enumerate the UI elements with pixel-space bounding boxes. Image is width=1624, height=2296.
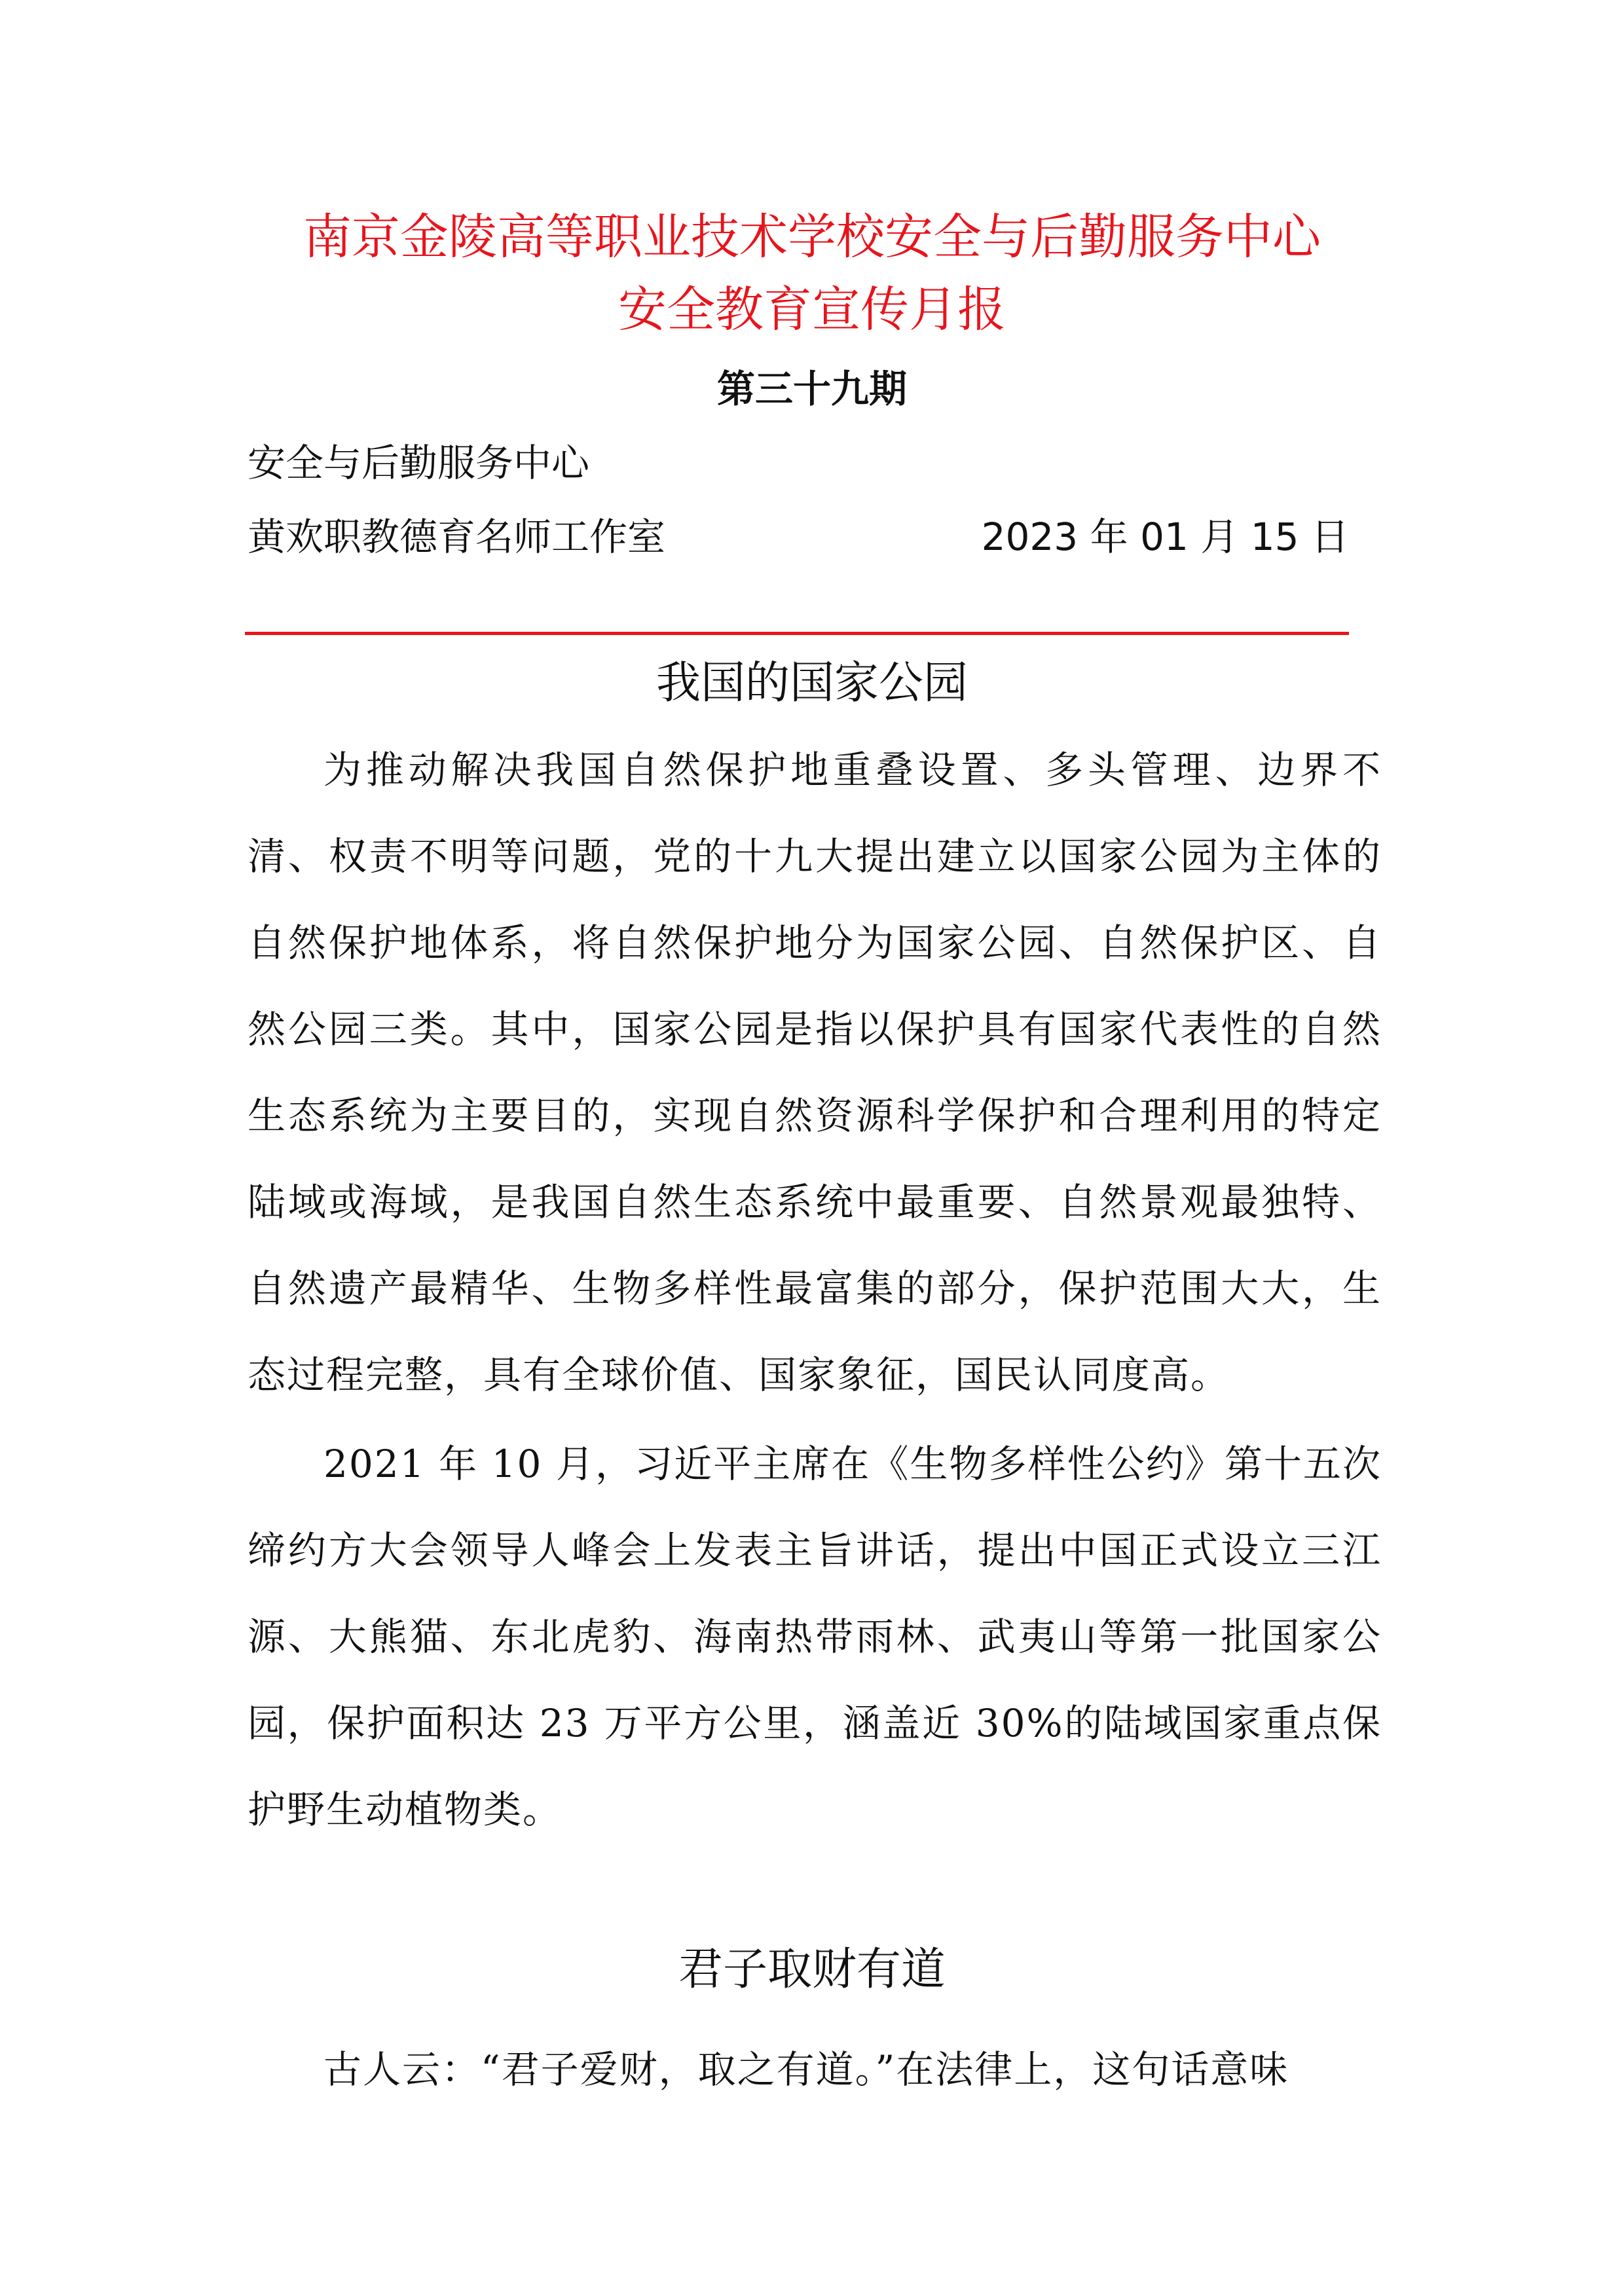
paragraph: 古人云：“君子爱财，取之有道。”在法律上，这句话意味 xyxy=(323,2047,1289,2092)
paragraph: 为推动解决我国自然保护地重叠设置、多头管理、边界不清、权责不明等问题，党的十九大提出建立以国家公园为主体的自然保护地体系，将自然保护地分为国家公园、自然保护区、自然公园三类。其中，国家公园是指以保护具有国家代表性的自然生态系统为主要目的，实现自然资源科学保护和合理利用的特定陆域或海域，是我国自然生态系统中最重要、自然景观最独特、自然遗产最精华、生物多样性最富集的部分，保护范围大大，生态过程完整，具有全球价值、国家象征，国民认同度高。 xyxy=(248,748,1382,1397)
issue-number: 第三十九期 xyxy=(716,367,907,411)
section-heading-national-parks: 我国的国家公园 xyxy=(655,657,968,709)
header-divider xyxy=(245,632,1349,635)
issuing-studio: 黄欢职教德育名师工作室 xyxy=(248,515,666,559)
issue-date: 2023 年 01 月 15 日 xyxy=(981,515,1349,559)
issuing-department: 安全与后勤服务中心 xyxy=(248,441,590,485)
masthead-title-line-2: 安全教育宣传月报 xyxy=(618,282,1006,338)
masthead-title-line-1: 南京金陵高等职业技术学校安全与后勤服务中心 xyxy=(303,209,1321,265)
section-heading-gentleman-wealth: 君子取财有道 xyxy=(678,1944,946,1995)
paragraph: 2021 年 10 月，习近平主席在《生物多样性公约》第十五次缔约方大会领导人峰会上发表主旨讲话，提出中国正式设立三江源、大熊猫、东北虎豹、海南热带雨林、武夷山等第一批国家公园，保护面积达 23 万平方公里，涵盖近 30%的陆域国家重点保护野生动植物类。 xyxy=(248,1442,1382,1832)
